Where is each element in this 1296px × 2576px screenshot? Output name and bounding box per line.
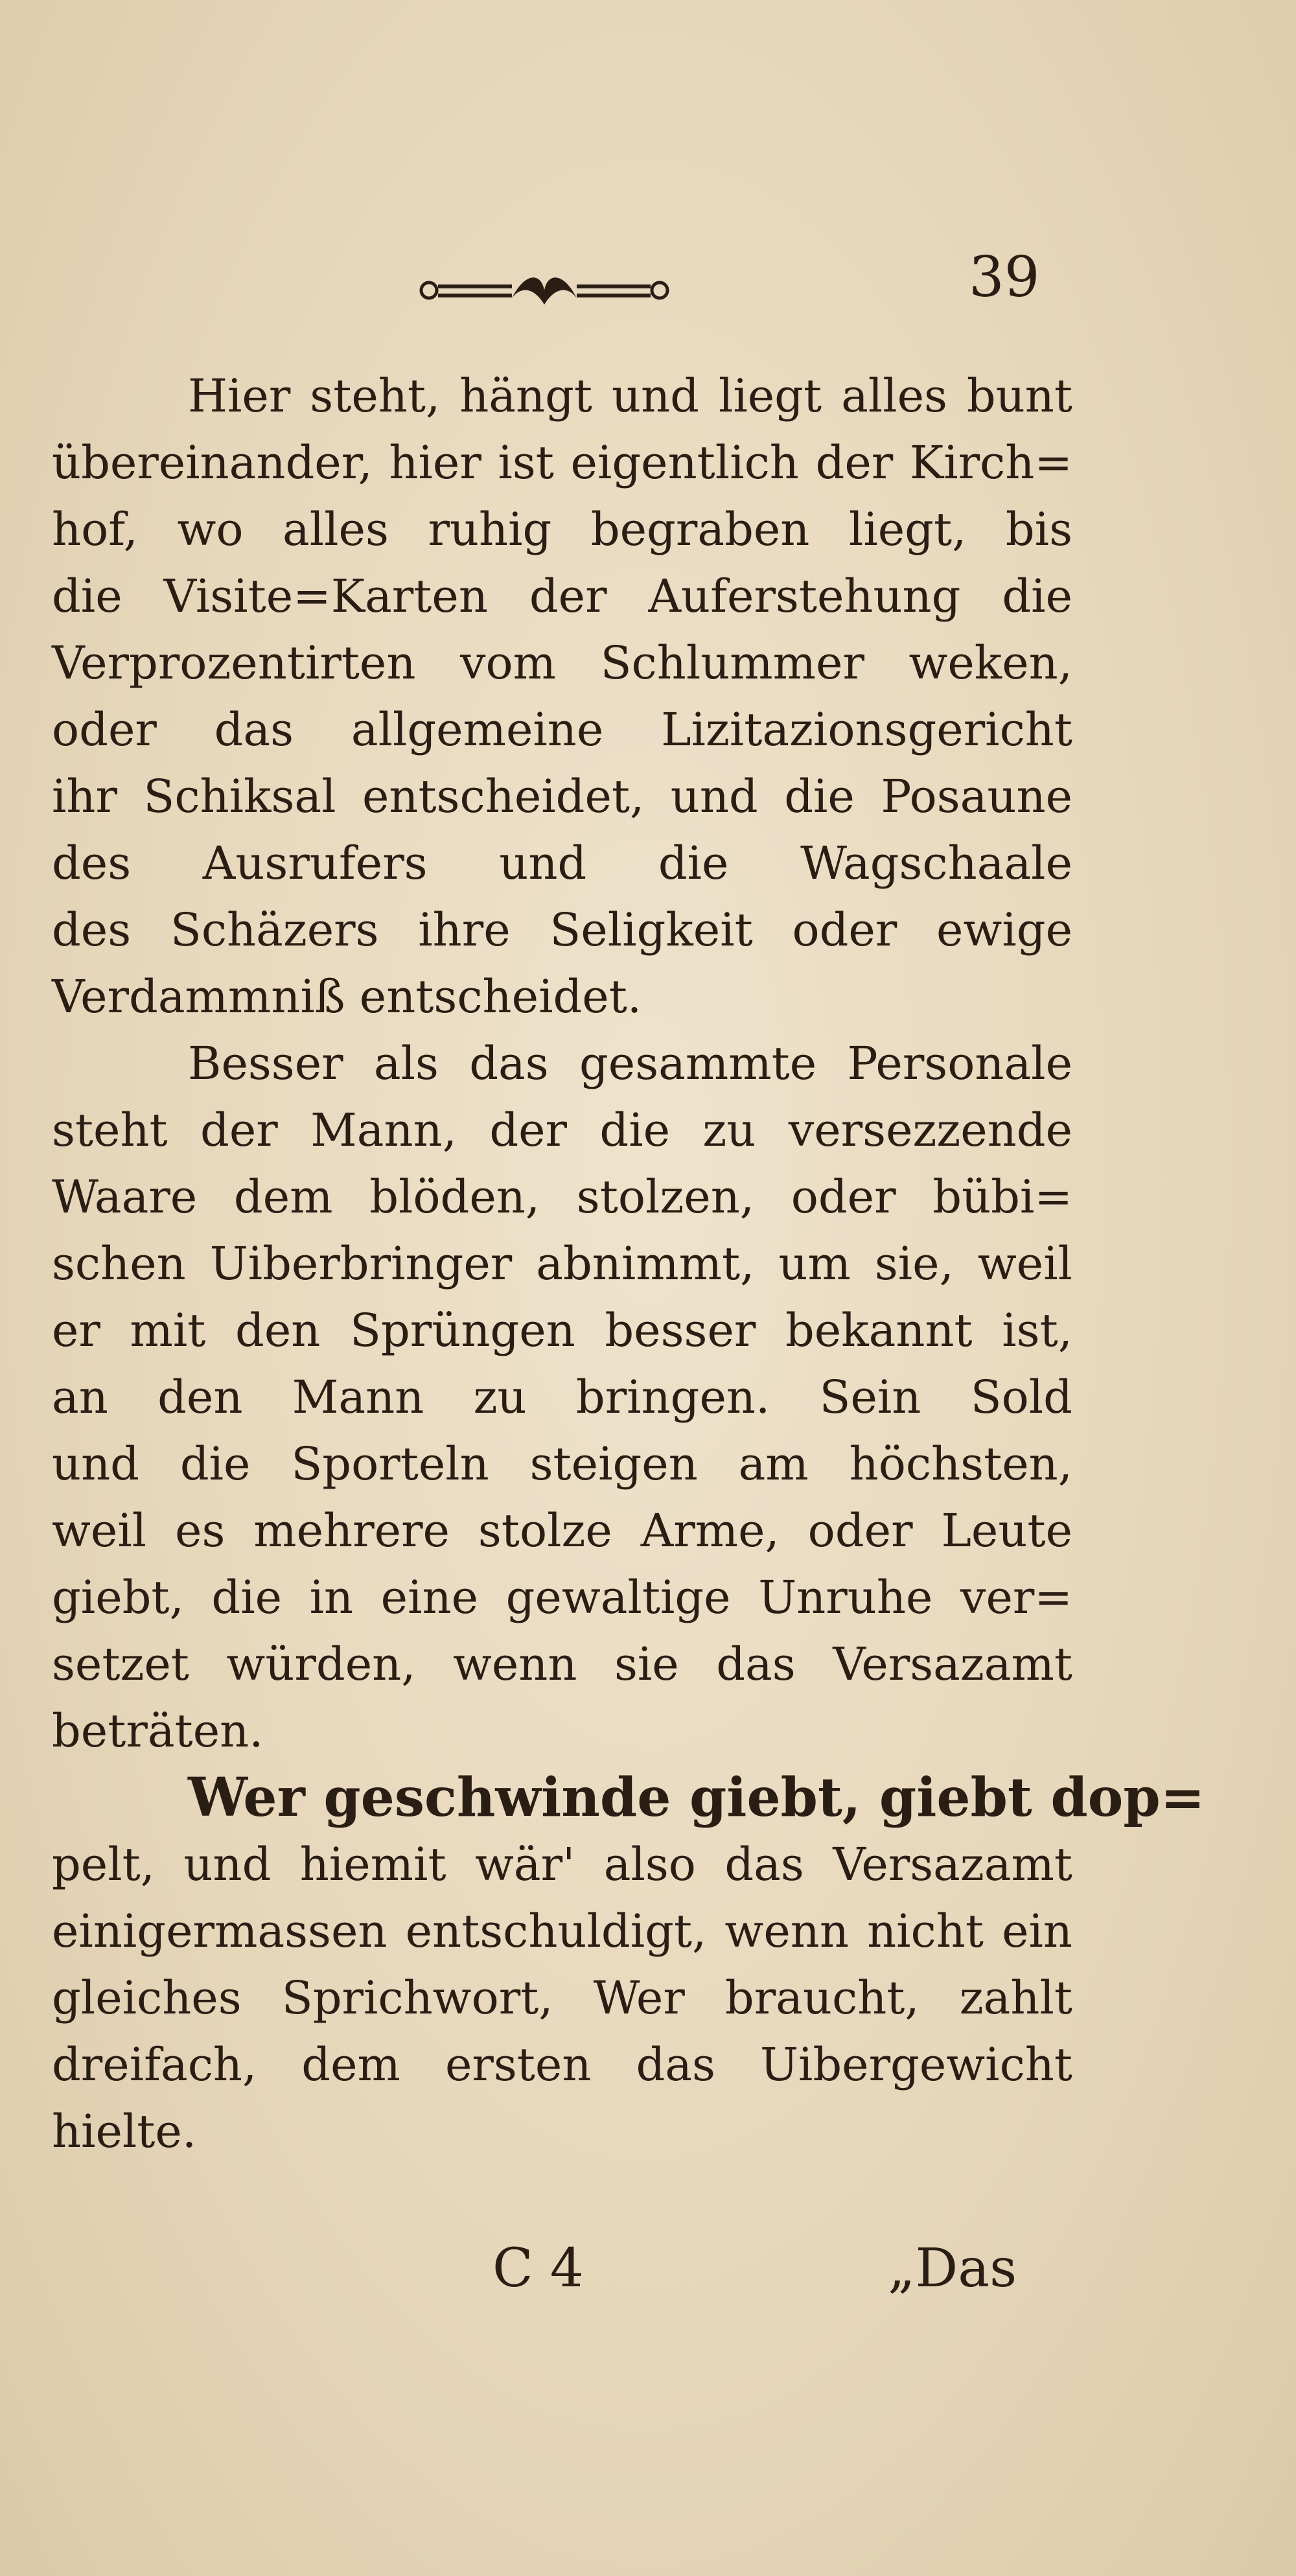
text-line: steht der Mann, der die zu versezzende xyxy=(52,1104,1072,1157)
text-line: giebt, die in eine gewaltige Unruhe ver= xyxy=(52,1571,1072,1624)
paragraph-1 xyxy=(52,363,1072,1030)
text-line: Besser als das gesammte Personale xyxy=(188,1037,1072,1090)
text-line: des Ausrufers und die Wagschaale xyxy=(52,837,1072,890)
text-line: weil es mehrere stolze Arme, oder Leute xyxy=(52,1504,1072,1557)
text-line: pelt, und hiemit wär' also das Versazamt xyxy=(52,1838,1072,1891)
text-line: setzet würden, wenn sie das Versazamt xyxy=(52,1638,1072,1691)
text-line: dreifach, dem ersten das Uibergewicht xyxy=(52,2038,1072,2091)
text-line: oder das allgemeine Lizitazionsgericht xyxy=(52,703,1072,756)
body-text xyxy=(52,363,1205,2165)
paragraph-3 xyxy=(52,1765,1205,2165)
catchword: „Das xyxy=(888,2238,1017,2299)
text-line: und die Sporteln steigen am höchsten, xyxy=(52,1437,1072,1491)
text-line: ihr Schiksal entscheidet, und die Posaune xyxy=(52,770,1072,823)
text-line: des Schäzers ihre Seligkeit oder ewige xyxy=(52,903,1072,957)
text-line: beträten. xyxy=(52,1704,264,1758)
paragraph-2 xyxy=(52,1030,1072,1765)
text-line: er mit den Sprüngen besser bekannt ist, xyxy=(52,1304,1072,1357)
text-line: gleiches Sprichwort, Wer braucht, zahlt xyxy=(52,1971,1072,2025)
text-line: Waare dem blöden, stolzen, oder bübi= xyxy=(52,1170,1072,1224)
header-ornament xyxy=(415,259,674,318)
text-line: an den Mann zu bringen. Sein Sold xyxy=(52,1371,1072,1424)
text-line: Hier steht, hängt und liegt alles bunt xyxy=(188,369,1072,423)
text-line: übereinander, hier ist eigentlich der Kirch= xyxy=(52,436,1072,489)
text-line: die Visite=Karten der Auferstehung die xyxy=(52,570,1072,623)
text-line: hof, wo alles ruhig begraben liegt, bis xyxy=(52,503,1072,556)
text-line: schen Uiberbringer abnimmt, um sie, weil xyxy=(52,1237,1072,1290)
page-number: 39 xyxy=(969,245,1040,310)
text-line: hielte. xyxy=(52,2105,197,2158)
text-line: Verprozentirten vom Schlummer weken, xyxy=(52,636,1072,690)
signature-mark: C 4 xyxy=(492,2238,584,2299)
text-line: Wer geschwinde giebt, giebt dop= xyxy=(188,1767,1205,1829)
text-line: einigermassen entschuldigt, wenn nicht ein xyxy=(52,1905,1072,1958)
text-line: Verdammniß entscheidet. xyxy=(52,970,642,1023)
